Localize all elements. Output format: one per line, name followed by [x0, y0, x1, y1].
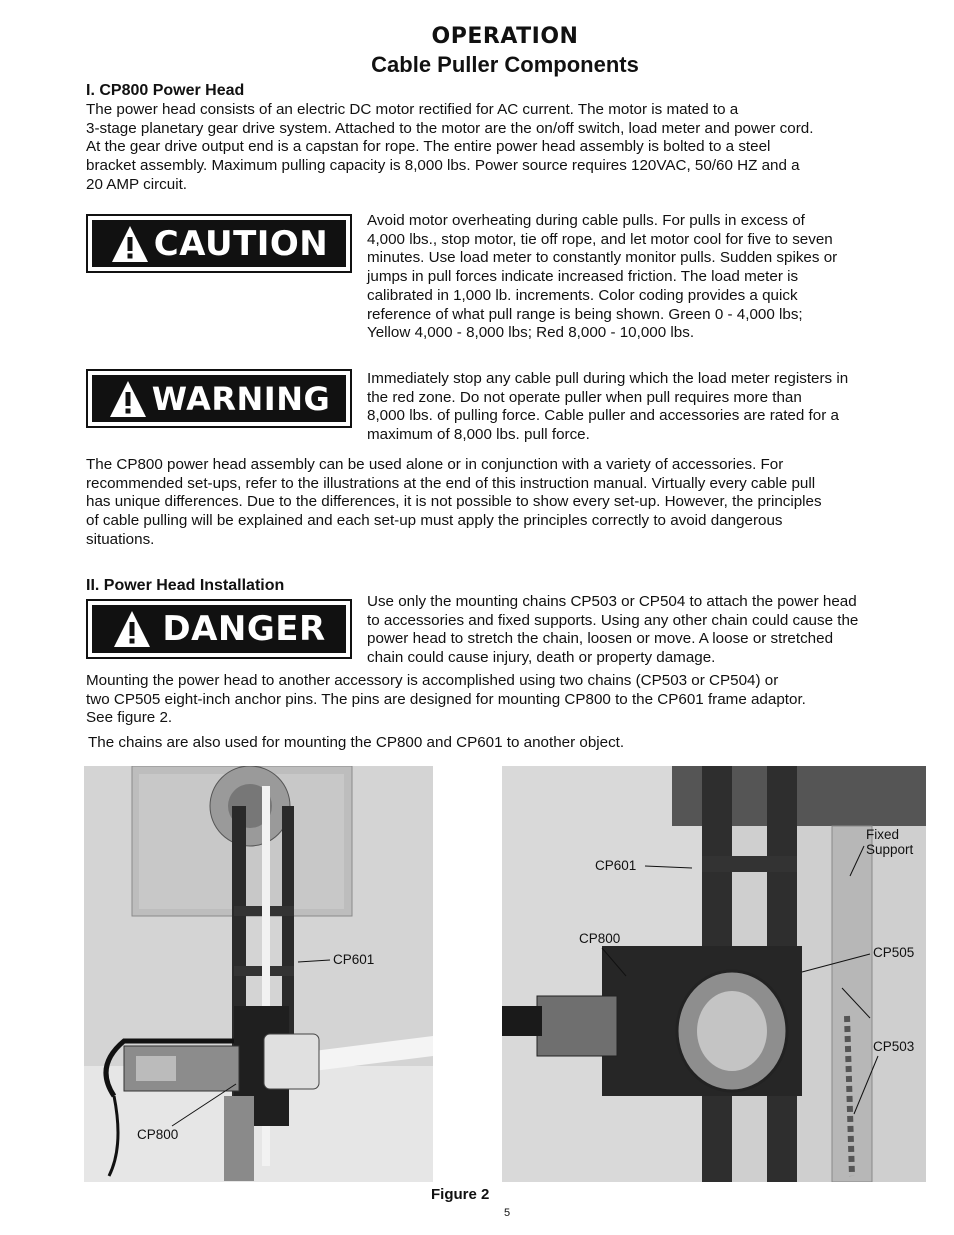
text-line: Use only the mounting chains CP503 or CP504 to attach the power head — [367, 593, 857, 610]
text-line: minutes. Use load meter to constantly monitor pulls. Sudden spikes or — [367, 249, 838, 267]
text-line: recommended set-ups, refer to the illustrations at the end of this instruction manual. Virtually every cable pull — [86, 474, 816, 492]
exclamation-triangle-icon — [110, 224, 150, 264]
page-number: 5 — [504, 1207, 511, 1219]
text-line: to accessories and fixed supports. Using any other chain could cause the — [367, 611, 859, 629]
caution-sign — [86, 214, 352, 273]
right-callout-leaders — [502, 766, 926, 1182]
text-line: 4,000 lbs., stop motor, tie off rope, and let motor cool for five to seven — [367, 230, 833, 248]
text-line: At the gear drive output end is a capstan for rope. The entire power head assembly is bolted to a steel — [86, 138, 771, 156]
text-line: reference of what pull range is being shown. Green 0 - 4,000 lbs; — [367, 305, 803, 323]
text-line: 20 AMP circuit. — [86, 175, 188, 193]
exclamation-triangle-icon — [112, 609, 152, 649]
callout-line: Support — [866, 842, 914, 857]
figure-caption: Figure 2 — [431, 1186, 490, 1203]
section-2-heading: II. Power Head Installation — [86, 577, 285, 594]
danger-sign — [86, 599, 352, 659]
text-line: power head to stretch the chain, loosen or move. A loose or stretched — [367, 630, 834, 648]
caution-text — [367, 212, 937, 343]
section-title: OPERATION — [431, 24, 579, 49]
page-title: Cable Puller Components — [371, 52, 639, 77]
text-line: Avoid motor overheating during cable pulls. For pulls in excess of — [367, 212, 805, 229]
text-line: situations. — [86, 530, 155, 548]
text-line: Mounting the power head to another accessory is accomplished using two chains (CP503 or CP504) or — [86, 672, 779, 689]
callout-cp503: CP503 — [873, 1039, 915, 1054]
left-callout-leaders — [84, 766, 433, 1182]
text-line: 8,000 lbs. of pulling force. Cable puller and accessories are rated for a — [367, 407, 839, 425]
exclamation-triangle-icon — [108, 379, 148, 419]
section-1-heading: I. CP800 Power Head — [86, 82, 245, 99]
mounting-paragraph — [86, 672, 936, 728]
text-line: the red zone. Do not operate puller when pull requires more than — [367, 388, 802, 406]
text-line: Yellow 4,000 - 8,000 lbs; Red 8,000 - 10,000 lbs. — [367, 324, 695, 342]
callout-cp601-right: CP601 — [595, 858, 637, 873]
text-line: jumps in pull forces indicate increased friction. The load meter is — [367, 268, 799, 286]
text-line: maximum of 8,000 lbs. pull force. — [367, 426, 590, 444]
text-line: bracket assembly. Maximum pulling capacity is 8,000 lbs. Power source requires 120VAC, 50/60 HZ and a — [86, 157, 800, 175]
warning-text — [367, 370, 937, 445]
text-line: of cable pulling will be explained and each set-up must apply the principles correctly to avoid dangerous — [86, 512, 783, 530]
text-line: two CP505 eight-inch anchor pins. The pins are designed for mounting CP800 to the CP601 frame adaptor. — [86, 690, 806, 708]
text-line: 3-stage planetary gear drive system. Attached to the motor are the on/off switch, load meter and power cord. — [86, 119, 814, 137]
callout-cp800-left: CP800 — [137, 1127, 179, 1142]
text-line: has unique differences. Due to the differences, it is not possible to show every set-up. However, the principles — [86, 493, 822, 511]
text-line: The power head consists of an electric DC motor rectified for AC current. The motor is mated to a — [86, 101, 739, 118]
callout-fixed-support — [866, 827, 913, 857]
callout-cp601-left: CP601 — [333, 952, 375, 967]
warning-label: WARNING — [151, 379, 331, 418]
danger-text — [367, 593, 937, 668]
text-line: See figure 2. — [86, 709, 173, 727]
callout-cp800-right: CP800 — [579, 931, 621, 946]
text-line: calibrated in 1,000 lb. increments. Color coding provides a quick — [367, 286, 798, 304]
danger-label: DANGER — [162, 609, 326, 649]
caution-label: CAUTION — [153, 223, 329, 264]
callout-cp505: CP505 — [873, 945, 915, 960]
section-1-paragraph — [86, 101, 936, 195]
text-line: chain could cause injury, death or property damage. — [367, 649, 716, 667]
warning-sign — [86, 369, 352, 428]
text-line: The CP800 power head assembly can be used alone or in conjunction with a variety of accessories. For — [86, 456, 784, 473]
text-line: Immediately stop any cable pull during which the load meter registers in — [367, 370, 849, 387]
callout-line: Fixed — [866, 827, 900, 842]
assembly-paragraph — [86, 456, 936, 550]
chains-paragraph: The chains are also used for mounting the CP800 and CP601 to another object. — [88, 734, 625, 751]
